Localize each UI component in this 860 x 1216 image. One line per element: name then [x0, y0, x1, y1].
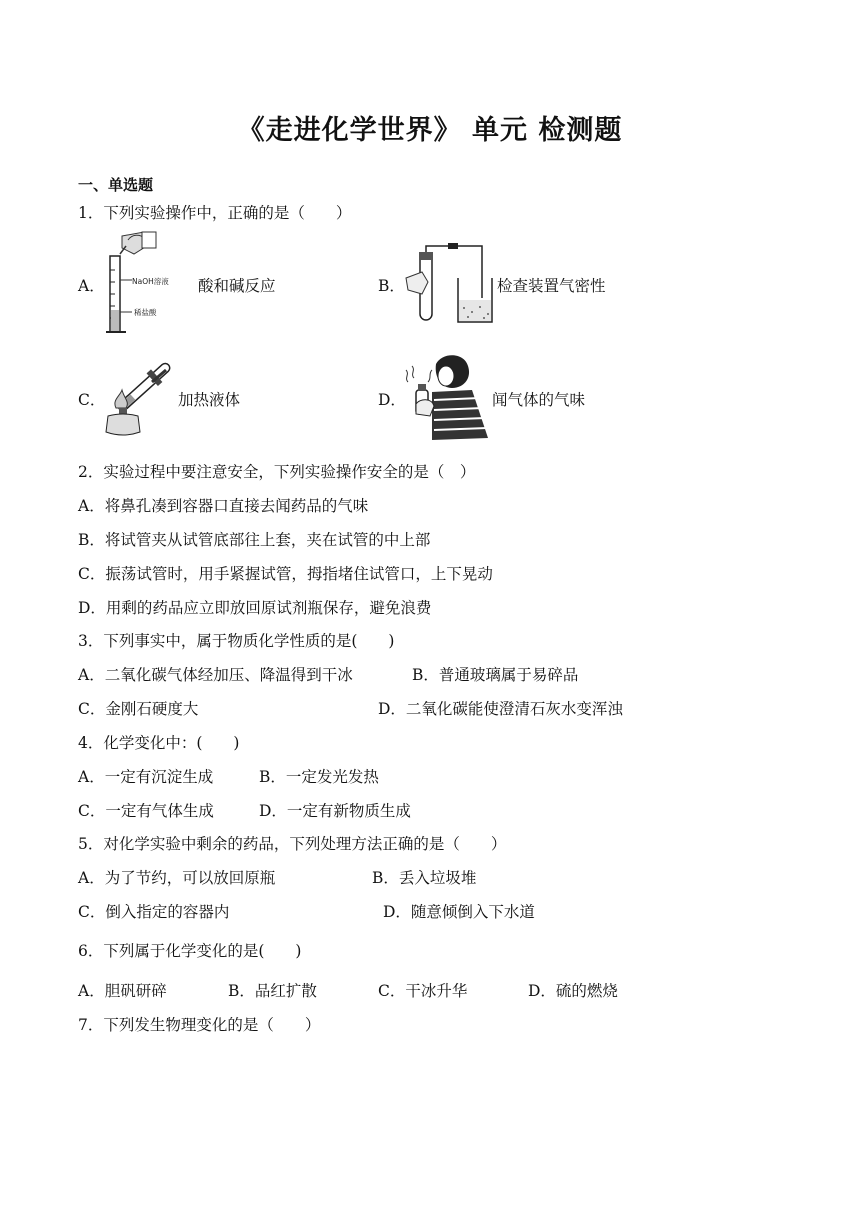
q1-option-d-text: 闻气体的气味 — [492, 391, 586, 409]
question-2-stem: 2．实验过程中要注意安全，下列实验操作安全的是（ ） — [78, 463, 476, 481]
q6-option-c: C．干冰升华 — [378, 982, 468, 1000]
q5-option-d: D．随意倾倒入下水道 — [383, 903, 535, 921]
q1-option-a-text: 酸和碱反应 — [198, 277, 276, 295]
q1-option-c-letter: C． — [78, 391, 106, 409]
q2-option-d: D．用剩的药品应立即放回原试剂瓶保存，避免浪费 — [78, 599, 432, 617]
q1-option-b-letter: B． — [378, 277, 405, 295]
q5-option-a: A．为了节约，可以放回原瓶 — [78, 869, 276, 887]
page-title: 《走进化学世界》 单元 检测题 — [237, 115, 623, 146]
question-5-stem: 5．对化学实验中剩余的药品，下列处理方法正确的是（ ） — [78, 835, 507, 853]
naoh-solution-label: NaOH溶液 — [132, 277, 169, 286]
question-4-stem: 4．化学变化中：( ) — [78, 734, 240, 752]
airtightness-check-figure — [402, 242, 494, 326]
q4-option-a: A．一定有沉淀生成 — [78, 768, 214, 786]
q1-option-d-letter: D． — [378, 391, 406, 409]
q6-option-b: B．品红扩散 — [228, 982, 317, 1000]
q1-option-a-letter: A． — [78, 277, 105, 295]
q3-option-d: D．二氧化碳能使澄清石灰水变浑浊 — [378, 700, 623, 718]
question-7-stem: 7．下列发生物理变化的是（ ） — [78, 1016, 321, 1034]
q1-option-c-text: 加热液体 — [178, 391, 241, 409]
q2-option-c: C．振荡试管时，用手紧握试管，拇指堵住试管口，上下晃动 — [78, 565, 493, 583]
q3-option-b: B．普通玻璃属于易碎品 — [412, 666, 579, 684]
q4-option-b: B．一定发光发热 — [259, 768, 379, 786]
smelling-gas-figure — [402, 352, 492, 442]
question-1-stem: 1．下列实验操作中，正确的是（ ） — [78, 204, 352, 222]
q4-option-d: D．一定有新物质生成 — [259, 802, 411, 820]
q2-option-a: A．将鼻孔凑到容器口直接去闻药品的气味 — [78, 497, 369, 515]
acid-base-reaction-figure — [104, 230, 204, 338]
question-6-stem: 6．下列属于化学变化的是( ) — [78, 942, 302, 960]
section-heading: 一、单选题 — [78, 176, 154, 194]
q6-option-a: A．胆矾研碎 — [78, 982, 167, 1000]
q1-option-b-text: 检查装置气密性 — [497, 277, 606, 295]
q5-option-b: B．丢入垃圾堆 — [372, 869, 477, 887]
q3-option-a: A．二氧化碳气体经加压、降温得到干冰 — [78, 666, 353, 684]
dilute-hcl-label: 稀盐酸 — [134, 308, 157, 317]
q5-option-c: C．倒入指定的容器内 — [78, 903, 230, 921]
question-3-stem: 3．下列事实中，属于物质化学性质的是( ) — [78, 632, 395, 650]
q2-option-b: B．将试管夹从试管底部往上套，夹在试管的中上部 — [78, 531, 431, 549]
q3-option-c: C．金刚石硬度大 — [78, 700, 199, 718]
heating-liquid-figure — [102, 360, 178, 438]
q4-option-c: C．一定有气体生成 — [78, 802, 214, 820]
q6-option-d: D．硫的燃烧 — [528, 982, 618, 1000]
